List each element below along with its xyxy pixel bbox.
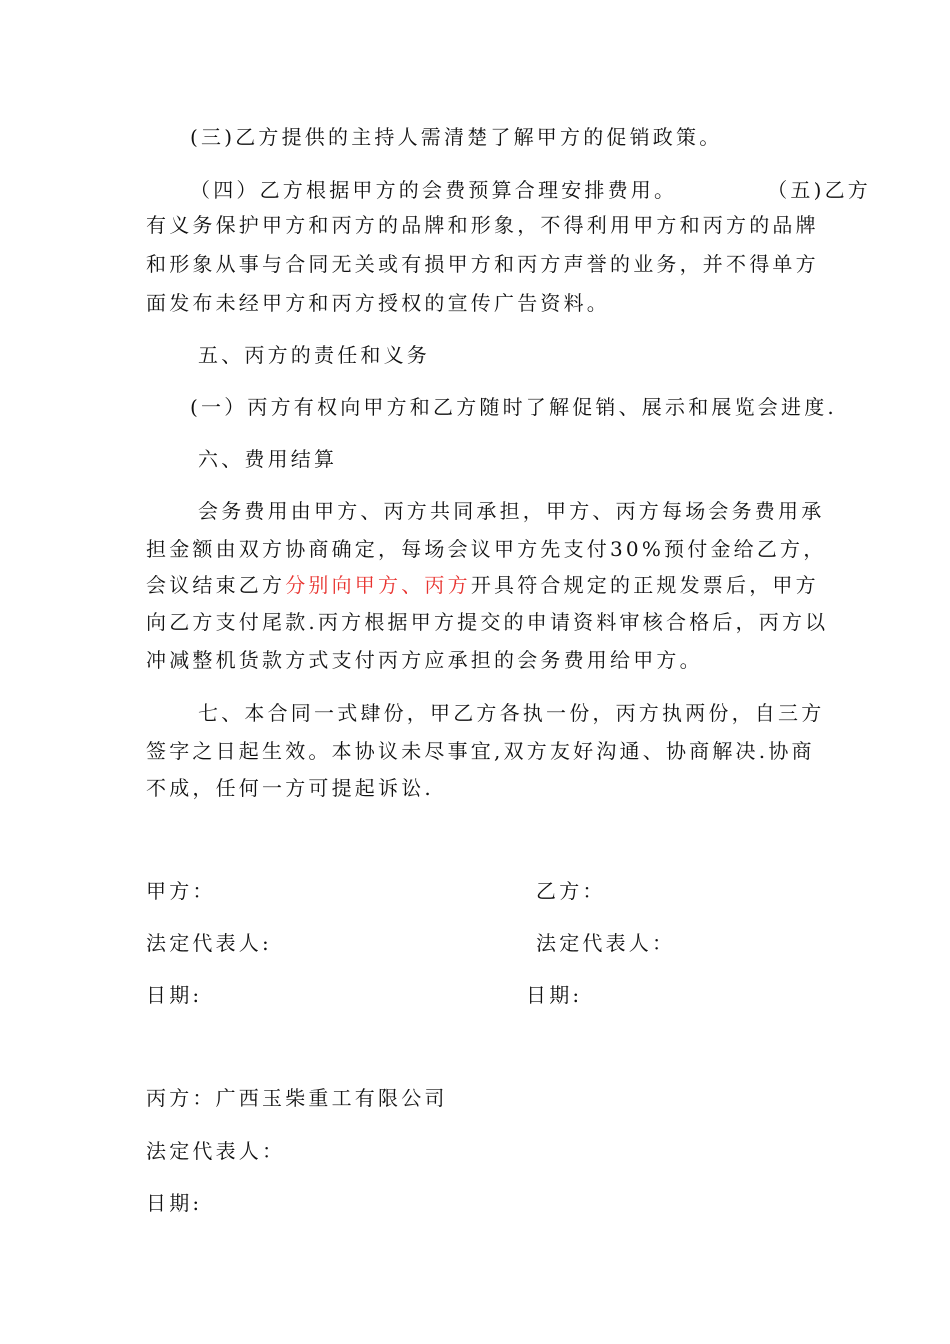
highlighted-text: 分别向甲方、丙方 (285, 573, 471, 597)
section-5-heading: 五、丙方的责任和义务 (198, 343, 430, 367)
date-c: 日期: (146, 1191, 203, 1215)
section-7-line-2: 签字之日起生效。本协议未尽事宜,双方友好沟通、协商解决.协商 (146, 739, 815, 763)
section-6-line-3-a: 会议结束乙方 (146, 573, 286, 597)
clause-4-5-line-4: 面发布未经甲方和丙方授权的宣传广告资料。 (146, 291, 610, 315)
date-b: 日期: (526, 983, 583, 1007)
section-6-line-5: 冲减整机货款方式支付丙方应承担的会务费用给甲方。 (146, 648, 703, 672)
clause-4-5-line-2: 有义务保护甲方和丙方的品牌和形象，不得利用甲方和丙方的品牌 (146, 213, 819, 237)
section-7-line-1: 七、本合同一式肆份，甲乙方各执一份，丙方执两份，自三方 (198, 701, 825, 725)
section-6-line-3-b: 开具符合规定的正规发票后，甲方 (470, 573, 819, 597)
clause-4-3: (三)乙方提供的主持人需清楚了解甲方的促销政策。 (190, 125, 723, 149)
section-6-line-2: 担金额由双方协商确定，每场会议甲方先支付30%预付金给乙方， (146, 537, 827, 561)
clause-4-5-line-3: 和形象从事与合同无关或有损甲方和丙方声誉的业务，并不得单方 (146, 252, 819, 276)
section-6-line-1: 会务费用由甲方、丙方共同承担，甲方、丙方每场会务费用承 (198, 499, 825, 523)
party-b-label: 乙方： (536, 879, 606, 903)
section-7-line-3: 不成，任何一方可提起诉讼. (146, 776, 434, 800)
section-6-line-4: 向乙方支付尾款.丙方根据甲方提交的申请资料审核合格后，丙方以 (146, 610, 829, 634)
legal-rep-b: 法定代表人： (536, 931, 676, 955)
clause-4-4-and-4-5-start (190, 178, 871, 202)
clause-5-1: (一）丙方有权向甲方和乙方随时了解促销、展示和展览会进度. (190, 395, 837, 419)
legal-rep-a: 法定代表人: (146, 931, 272, 955)
clause-4-5-start: （五)乙方 (767, 178, 872, 202)
clause-4-4: （四）乙方根据甲方的会费预算合理安排费用。 (190, 178, 678, 202)
date-a: 日期: (146, 983, 203, 1007)
section-6-heading: 六、费用结算 (198, 447, 338, 471)
section-6-line-3 (146, 573, 819, 597)
legal-rep-c: 法定代表人： (146, 1139, 286, 1163)
party-c-label: 丙方：广西玉柴重工有限公司 (146, 1086, 448, 1110)
party-a-label: 甲方： (146, 879, 216, 903)
